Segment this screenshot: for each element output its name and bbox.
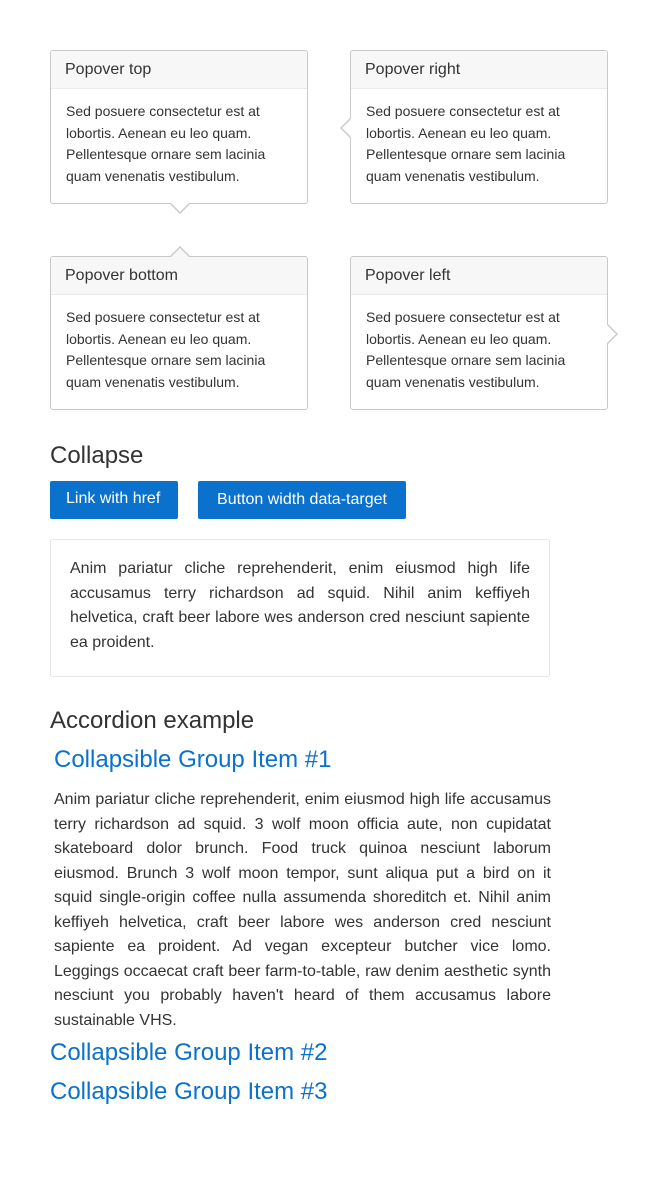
accordion-section-title: Accordion example xyxy=(50,707,255,734)
popover-left xyxy=(350,256,608,410)
popover-content: Sed posuere consectetur est at lobortis. Aenean eu leo quam. Pellentesque ornare sem lacinia quam venenatis vestibulum. xyxy=(66,309,266,390)
popover-right xyxy=(350,50,608,204)
popover-content: Sed posuere consectetur est at lobortis. Aenean eu leo quam. Pellentesque ornare sem lacinia quam venenatis vestibulum. xyxy=(366,103,566,184)
popover-title: Popover bottom xyxy=(51,257,307,295)
accordion-heading-2[interactable]: Collapsible Group Item #2 xyxy=(50,1039,328,1066)
popover-arrow-up xyxy=(170,246,190,256)
collapse-well: Anim pariatur cliche reprehenderit, enim eiusmod high life accusamus terry richardson ad squid. Nihil anim keffiyeh helvetica, craft beer labore wes anderson cred nesciunt sapiente ea proident. xyxy=(50,539,550,677)
popover-content: Sed posuere consectetur est at lobortis. Aenean eu leo quam. Pellentesque ornare sem lacinia quam venenatis vestibulum. xyxy=(66,103,266,184)
collapse-section-title: Collapse xyxy=(50,442,144,469)
accordion-heading-1[interactable]: Collapsible Group Item #1 xyxy=(54,746,332,773)
popover-title: Popover top xyxy=(51,51,307,89)
accordion-heading-3[interactable]: Collapsible Group Item #3 xyxy=(50,1078,328,1105)
popover-title: Popover right xyxy=(351,51,607,89)
popover-arrow-right xyxy=(608,324,618,344)
popover-title: Popover left xyxy=(351,257,607,295)
link-with-href-button[interactable]: Link with href xyxy=(50,481,178,519)
popover-arrow-left xyxy=(340,118,350,138)
popover-bottom xyxy=(50,256,308,410)
accordion-body-1: Anim pariatur cliche reprehenderit, enim eiusmod high life accusamus terry richardson ad squid. 3 wolf moon officia aute, non cupidatat skateboard dolor brunch. Food truck quinoa nesciunt laborum eiusmod. Brunch 3 wolf moon tempor, sunt aliqua put a bird on it squid single-origin coffee nulla assumenda shoreditch et. Nihil anim keffiyeh helvetica, craft beer labore wes anderson cred nesciunt sapiente ea proident. Ad vegan excepteur butcher vice lomo. Leggings occaecat craft beer farm-to-table, raw denim aesthetic synth nesciunt you probably haven't heard of them accusamus labore sustainable VHS. xyxy=(54,791,551,1029)
popover-content: Sed posuere consectetur est at lobortis. Aenean eu leo quam. Pellentesque ornare sem lacinia quam venenatis vestibulum. xyxy=(366,309,566,390)
popover-arrow-down xyxy=(170,204,190,214)
popover-top xyxy=(50,50,308,204)
data-target-button[interactable]: Button width data-target xyxy=(198,481,406,519)
